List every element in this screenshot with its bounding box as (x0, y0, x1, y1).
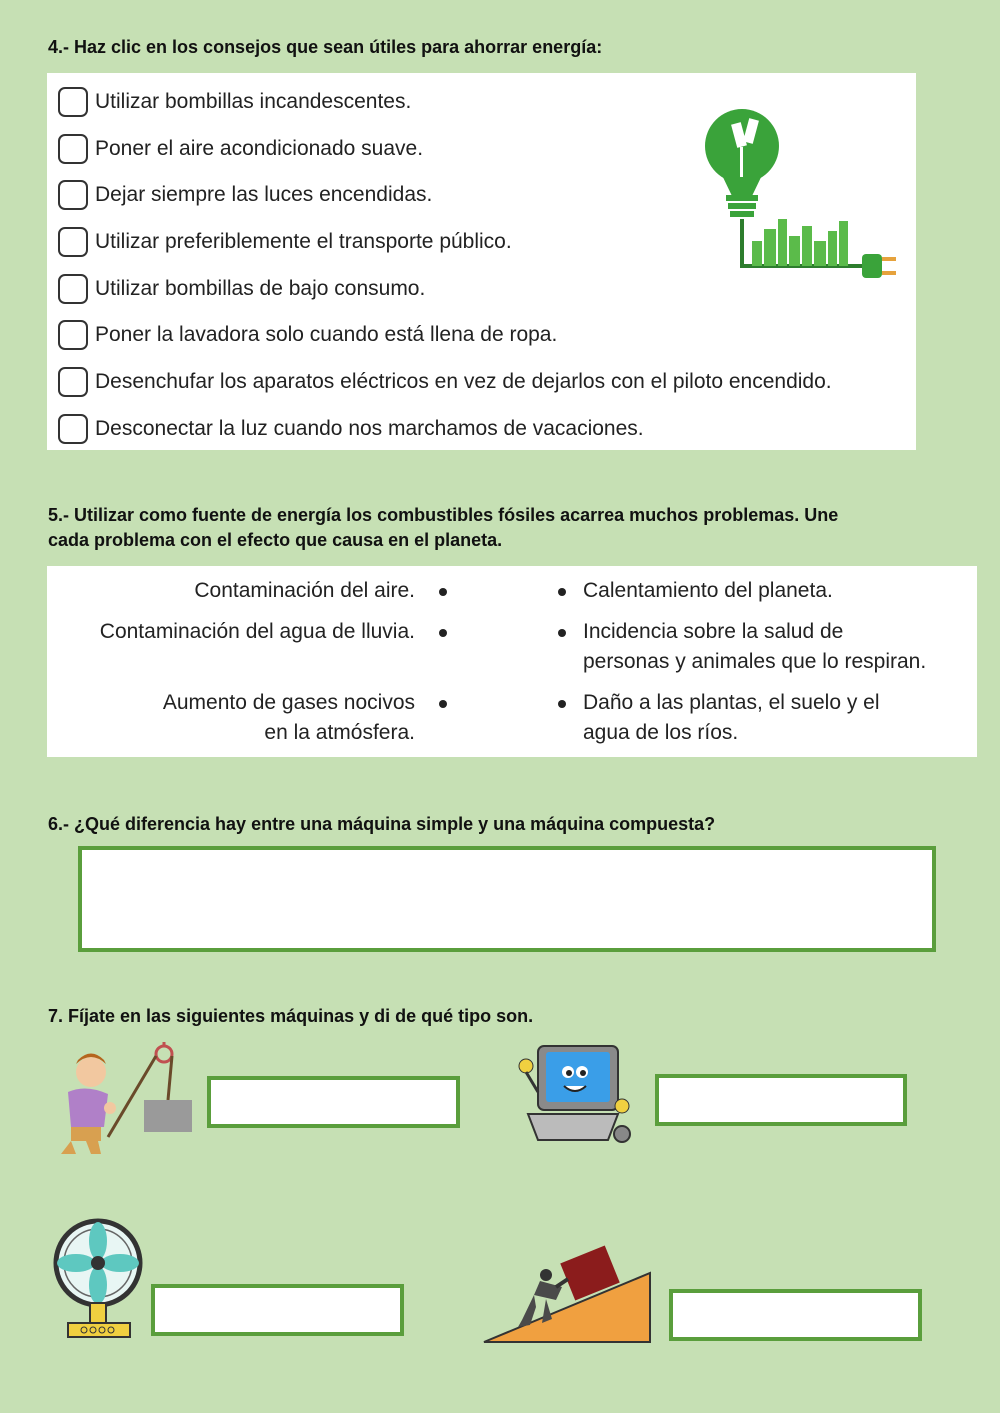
right-match-dot[interactable] (558, 629, 566, 637)
option-8[interactable] (58, 411, 644, 447)
option-label: Utilizar bombillas incandescentes. (95, 90, 412, 113)
option-checkbox[interactable] (58, 134, 88, 164)
left-match-dot[interactable] (439, 700, 447, 708)
q5-title-line-1: 5.- Utilizar como fuente de energía los combustibles fósiles acarrea muchos problemas. Une (48, 505, 839, 525)
option-label: Poner la lavadora solo cuando está llena de ropa. (95, 323, 558, 346)
q4-title: 4.- Haz clic en los consejos que sean útiles para ahorrar energía: (48, 37, 603, 57)
left-item-1: Contaminación del aire. (194, 579, 415, 602)
right-item-2: Incidencia sobre la salud de (583, 620, 844, 643)
option-6[interactable] (58, 317, 557, 353)
machine-2-answer-input[interactable] (655, 1074, 907, 1126)
option-4[interactable] (58, 224, 512, 260)
machine-4-answer-input[interactable] (669, 1289, 922, 1341)
machine-3-answer-input[interactable] (151, 1284, 404, 1336)
option-2[interactable] (58, 131, 423, 167)
right-item-3-cont: agua de los ríos. (583, 721, 739, 744)
right-item-3: Daño a las plantas, el suelo y el (583, 691, 880, 714)
option-label: Dejar siempre las luces encendidas. (95, 183, 433, 206)
inclined-plane-icon (482, 1245, 654, 1345)
right-item-2-cont: personas y animales que lo respiran. (583, 650, 927, 673)
option-3[interactable] (58, 177, 432, 213)
left-item-2: Contaminación del agua de lluvia. (99, 620, 415, 643)
q7-title: 7. Fíjate en las siguientes máquinas y di de qué tipo son. (48, 1006, 534, 1026)
option-label: Desenchufar los aparatos eléctricos en vez de dejarlos con el piloto encendido. (95, 370, 832, 393)
option-5[interactable] (58, 271, 425, 307)
option-checkbox[interactable] (58, 274, 88, 304)
computer-icon (516, 1042, 636, 1152)
q4-panel (47, 73, 916, 450)
q6-title: 6.- ¿Qué diferencia hay entre una máquina simple y una máquina compuesta? (48, 814, 716, 834)
q5-panel (47, 566, 977, 757)
left-item-3-cont: en la atmósfera. (264, 721, 415, 744)
option-checkbox[interactable] (58, 367, 88, 397)
right-item-1: Calentamiento del planeta. (583, 579, 833, 602)
option-1[interactable] (58, 84, 411, 120)
right-match-dot[interactable] (558, 588, 566, 596)
left-match-dot[interactable] (439, 629, 447, 637)
green-bulb-icon (702, 91, 912, 301)
left-item-3: Aumento de gases nocivos (162, 691, 415, 714)
pulley-boy-icon (46, 1042, 196, 1157)
option-label: Utilizar preferiblemente el transporte público. (95, 230, 512, 253)
machine-1-answer-input[interactable] (207, 1076, 460, 1128)
option-checkbox[interactable] (58, 180, 88, 210)
option-checkbox[interactable] (58, 87, 88, 117)
option-checkbox[interactable] (58, 414, 88, 444)
left-match-dot[interactable] (439, 588, 447, 596)
option-checkbox[interactable] (58, 320, 88, 350)
option-checkbox[interactable] (58, 227, 88, 257)
q6-answer-textarea[interactable] (78, 846, 936, 952)
q5-title-line-2: cada problema con el efecto que causa en el planeta. (48, 530, 503, 550)
right-match-dot[interactable] (558, 700, 566, 708)
option-label: Utilizar bombillas de bajo consumo. (95, 277, 426, 300)
electric-fan-icon (52, 1217, 147, 1342)
option-label: Desconectar la luz cuando nos marchamos de vacaciones. (95, 417, 644, 440)
option-label: Poner el aire acondicionado suave. (95, 137, 424, 160)
option-7[interactable] (58, 364, 832, 400)
